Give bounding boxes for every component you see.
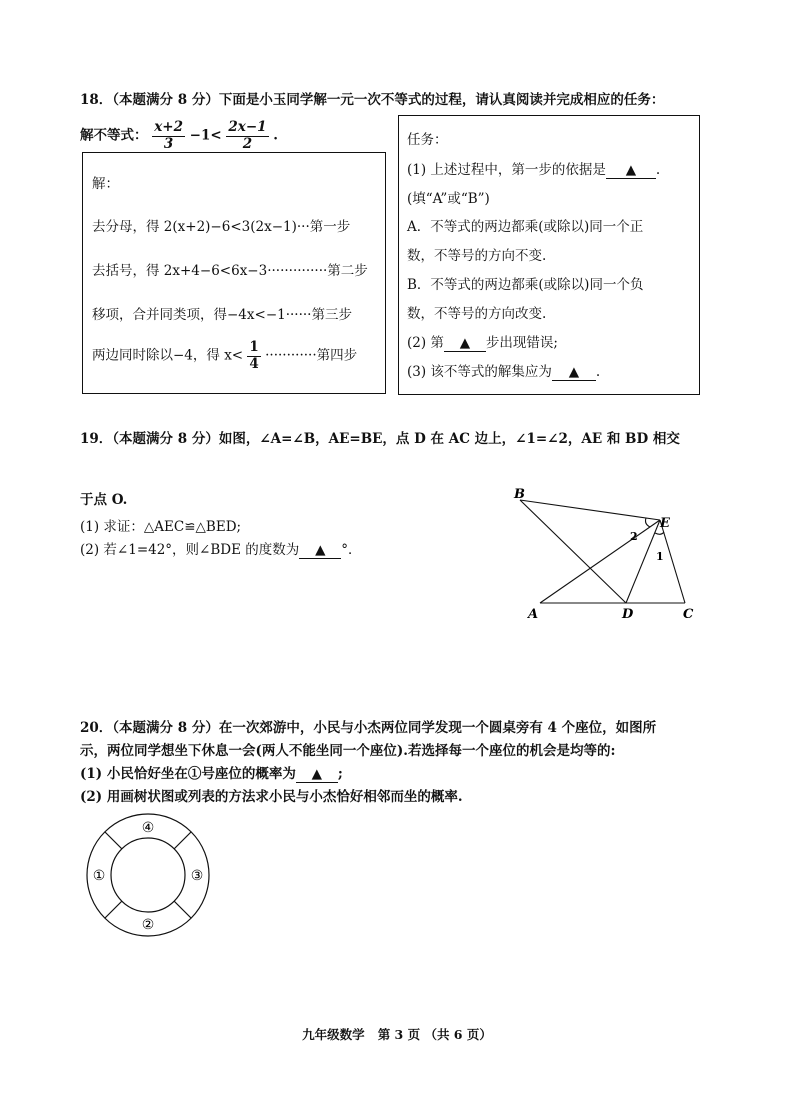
q20-part-2: (2) 用画树状图或列表的方法求小民与小杰恰好相邻而坐的概率. [80, 789, 463, 805]
solution-step-4 [92, 340, 357, 372]
seat-divider [174, 832, 191, 849]
q19-line-2: 于点 O. [80, 492, 128, 508]
triangle-figure [500, 480, 730, 625]
q20-part-1-text: (1) 小民恰好坐在①号座位的概率为 [80, 766, 296, 782]
seat-divider [105, 901, 122, 918]
ineq-end: . [273, 127, 278, 144]
step-4-numerator: 1 [249, 339, 259, 355]
option-b-line-2: 数，不等号的方向改变. [407, 306, 547, 322]
answer-blank: ▲ [606, 162, 656, 179]
q18-problem [80, 120, 278, 152]
q18-problem-prefix: 解不等式： [80, 127, 148, 144]
label-angle-2: 2 [630, 530, 638, 543]
table-circle [111, 838, 185, 912]
segment-ea [540, 520, 660, 603]
option-b-line-1: B．不等式的两边都乘(或除以)同一个负 [407, 277, 644, 293]
step-4-label: ············第四步 [265, 347, 358, 364]
answer-blank: ▲ [444, 335, 486, 352]
task-q2 [407, 331, 558, 352]
fraction-1-denominator: 3 [163, 135, 174, 152]
fraction-1-numerator: x+2 [154, 119, 183, 135]
segment-be [520, 500, 660, 520]
label-b: B [514, 487, 525, 502]
q19-line-1: 19．（本题满分 8 分）如图，∠A=∠B，AE=BE，点 D 在 AC 边上，∠1=∠2，AE 和 BD 相交 [80, 431, 680, 447]
option-a-line-2: 数，不等号的方向不变. [407, 248, 547, 264]
label-a: A [528, 607, 539, 622]
task-q3-text: (3) 该不等式的解集应为 [407, 364, 552, 380]
seat-3: ③ [190, 868, 204, 884]
fraction-2-denominator: 2 [242, 135, 253, 152]
task-q2-pre: (2) 第 [407, 335, 444, 351]
option-a-line-1: A．不等式的两边都乘(或除以)同一个正 [407, 219, 644, 235]
q19-part-1: (1) 求证：△AEC≌△BED; [80, 519, 242, 535]
step-4-text: 两边同时除以−4，得 x< [92, 347, 244, 364]
angle-1-arc [655, 532, 664, 534]
seat-4: ④ [141, 820, 155, 836]
solution-step-3: 移项，合并同类项，得−4x<−1······第三步 [92, 307, 352, 323]
angle-2-arc [646, 518, 651, 527]
page-footer: 九年级数学 第 3 页 （共 6 页） [302, 1027, 492, 1042]
step-4-fraction [247, 340, 260, 372]
label-d: D [622, 607, 634, 622]
q19-part-2-unit: °． [341, 542, 362, 558]
q20-part-1 [80, 762, 343, 783]
label-angle-1: 1 [656, 550, 664, 563]
q20-part-1-end: ; [337, 766, 343, 782]
seat-divider [105, 832, 122, 849]
q20-line-1: 20．（本题满分 8 分）在一次郊游中，小民与小杰两位同学发现一个圆桌旁有 4 个座位，如图所 [80, 720, 657, 736]
ineq-middle: −1< [189, 127, 222, 144]
answer-blank: ▲ [552, 364, 596, 381]
task-q1: (1) 上述过程中，第一步的依据是 ▲ . [407, 162, 661, 178]
seat-divider [174, 901, 191, 918]
task-q1-text: (1) 上述过程中，第一步的依据是 [407, 162, 606, 178]
q20-line-2: 示，两位同学想坐下休息一会(两人不能坐同一个座位).若选择每一个座位的机会是均等的: [80, 743, 616, 759]
task-title: 任务： [407, 132, 448, 148]
q18-header: 18．（本题满分 8 分）下面是小玉同学解一元一次不等式的过程，请认真阅读并完成相应的任务： [80, 92, 665, 108]
label-c: C [683, 607, 694, 622]
q19-part-2 [80, 538, 362, 559]
step-4-denominator: 4 [249, 355, 259, 372]
task-q1-note: (填“A”或“B”) [407, 191, 490, 207]
label-e: E [660, 516, 670, 531]
solution-title: 解： [92, 176, 119, 192]
answer-blank: ▲ [299, 542, 341, 559]
task-q2-post: 步出现错误; [485, 335, 558, 351]
answer-blank: ▲ [296, 766, 338, 783]
solution-step-2: 去括号，得 2x+4−6<6x−3··············第二步 [92, 263, 368, 279]
round-table-figure [85, 812, 220, 947]
fraction-1 [152, 120, 185, 152]
q19-part-2-text: (2) 若∠1=42°，则∠BDE 的度数为 [80, 542, 300, 558]
fraction-2 [226, 120, 268, 152]
solution-step-1: 去分母，得 2(x+2)−6<3(2x−1)···第一步 [92, 219, 351, 235]
seat-2: ② [141, 917, 155, 933]
seat-1: ① [92, 868, 106, 884]
task-q3: (3) 该不等式的解集应为 ▲ . [407, 364, 601, 380]
segment-bd [520, 500, 626, 603]
fraction-2-numerator: 2x−1 [228, 119, 267, 135]
